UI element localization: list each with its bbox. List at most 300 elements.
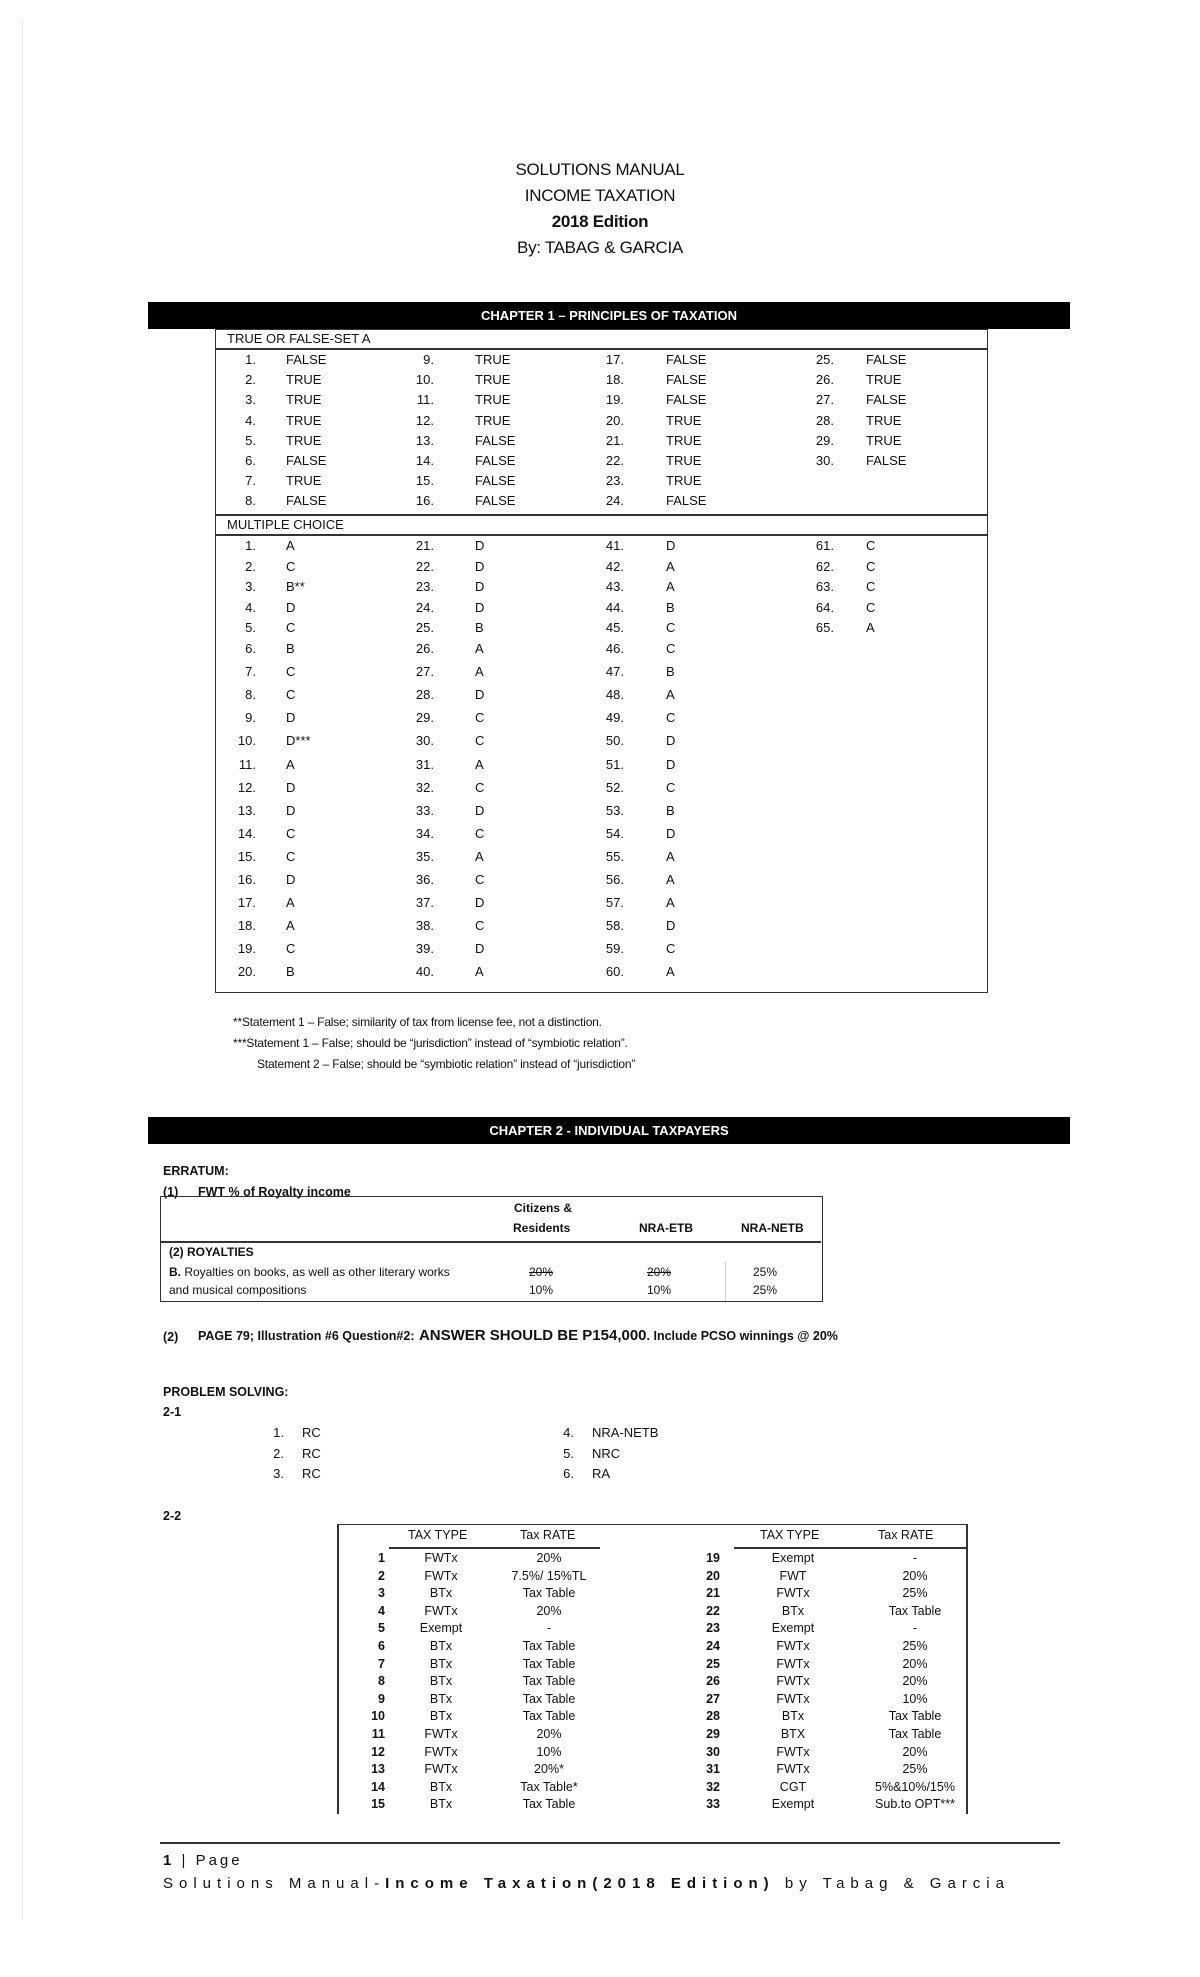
footnote-1: **Statement 1 – False; similarity of tax from license fee, not a distinction.	[233, 1015, 602, 1029]
item-number: 10	[371, 1709, 385, 1724]
answer-value: TRUE	[666, 453, 702, 468]
tax-type: BTx	[429, 1639, 453, 1653]
answer-number: 21.	[605, 432, 624, 448]
col-header-nra-etb: NRA-ETB	[639, 1221, 693, 1235]
answer-value: A	[286, 538, 295, 553]
answer-number: 2.	[273, 1445, 284, 1461]
answer-value: A	[286, 756, 295, 772]
answer-value: TRUE	[286, 372, 322, 388]
item-number: 22	[706, 1603, 720, 1618]
answer-number: 52.	[605, 779, 624, 795]
answer-value: C	[866, 579, 876, 595]
col-header-nra-netb: NRA-NETB	[741, 1221, 804, 1235]
answer-value: C	[286, 620, 296, 636]
page-label: | Page	[181, 1852, 243, 1869]
answer-number: 6.	[563, 1466, 574, 1481]
answer-number: 12.	[237, 779, 256, 795]
answer-number: 63.	[815, 579, 834, 595]
answer-number: 22.	[415, 558, 434, 574]
tax-rate: Tax Table*	[520, 1779, 578, 1794]
answer-number: 1.	[245, 352, 256, 367]
item-number: 9	[378, 1691, 385, 1706]
erratum-item2-answer: ANSWER SHOULD BE P154,000	[418, 1327, 647, 1344]
answer-number: 27.	[815, 392, 834, 408]
answer-value: A	[666, 579, 675, 595]
tax-rate: -	[546, 1621, 552, 1636]
footer-title	[163, 1875, 1010, 1892]
answer-number: 5.	[245, 620, 256, 636]
answer-number: 21.	[415, 538, 434, 553]
item-number: 33	[706, 1797, 720, 1812]
answer-number: 23.	[415, 579, 434, 595]
answer-number: 22.	[605, 453, 624, 468]
royalty-row-music: and musical compositions	[169, 1283, 307, 1297]
answer-number: 36.	[415, 872, 434, 887]
erratum-heading: ERRATUM:	[163, 1164, 229, 1178]
erratum-item2-number: (2)	[163, 1330, 179, 1344]
item-number: 1	[378, 1551, 385, 1565]
problem-2-2: 2-2	[163, 1509, 182, 1523]
answer-number: 3.	[245, 392, 256, 408]
royalty-row-books	[169, 1265, 450, 1279]
tax-rate: Tax Table	[522, 1674, 576, 1689]
title-line-4: By: TABAG & GARCIA	[517, 238, 683, 257]
divider	[215, 348, 988, 350]
answer-value: D	[475, 538, 485, 553]
answer-value: C	[475, 872, 485, 887]
answer-value: FALSE	[666, 372, 707, 388]
answer-number: 8.	[245, 687, 256, 703]
tax-table-head-rate-right: Tax RATE	[878, 1528, 934, 1542]
tax-rate: 20%	[536, 1727, 562, 1741]
tax-rate: 25%	[902, 1762, 928, 1777]
tax-type: BTx	[429, 1691, 453, 1706]
answer-value: C	[666, 779, 676, 795]
tax-rate: 10%	[536, 1744, 562, 1759]
answer-number: 20.	[605, 412, 624, 428]
tax-rate: 7.5%/ 15%TL	[511, 1568, 587, 1583]
tax-type: BTx	[429, 1674, 453, 1689]
answer-value: TRUE	[475, 352, 511, 367]
answer-number: 39.	[415, 941, 434, 957]
tax-table-top	[337, 1524, 967, 1525]
answer-value: A	[666, 895, 675, 911]
tax-type: BTx	[781, 1709, 805, 1724]
answer-value: A	[666, 848, 675, 864]
chapter2-bar: CHAPTER 2 - INDIVIDUAL TAXPAYERS	[148, 1117, 1070, 1144]
answer-value: D	[475, 687, 485, 703]
answer-number: 13.	[237, 802, 256, 818]
answer-number: 9.	[245, 710, 256, 726]
title-line-3: 2018 Edition	[551, 212, 649, 231]
col-header-citizens: Citizens &	[514, 1201, 573, 1215]
answer-value: FALSE	[866, 392, 907, 408]
answer-number: 34.	[415, 825, 434, 841]
answer-value: D	[475, 895, 485, 911]
tax-rate: Tax Table	[888, 1603, 942, 1618]
answer-number: 18.	[605, 372, 624, 388]
tax-rate: Tax Table	[522, 1709, 576, 1724]
answer-number: 54.	[605, 825, 624, 841]
answer-number: 58.	[605, 918, 624, 934]
divider	[215, 514, 988, 516]
footer-c: by Tabag & Garcia	[774, 1875, 1010, 1892]
answer-number: 10.	[415, 372, 434, 388]
page-number	[163, 1852, 243, 1869]
tax-type: FWTx	[776, 1762, 810, 1777]
answer-value: C	[866, 538, 876, 553]
answer-value: FALSE	[475, 473, 516, 489]
answer-value: A	[475, 756, 484, 772]
answer-value: D	[666, 825, 676, 841]
answer-value: FALSE	[475, 432, 516, 448]
tax-rate: 5%&10%/15%	[875, 1779, 955, 1794]
tax-rate: 20%	[902, 1568, 928, 1583]
item-number: 5	[378, 1621, 385, 1636]
answer-value: A	[475, 664, 484, 680]
answer-value: TRUE	[475, 412, 511, 428]
answer-value: D	[286, 779, 296, 795]
item-number: 14	[371, 1779, 385, 1794]
answer-value: FALSE	[666, 493, 707, 509]
tax-rate: Tax Table	[888, 1709, 942, 1724]
answer-value: D	[666, 756, 676, 772]
tax-type: BTx	[429, 1709, 453, 1724]
answer-value: TRUE	[286, 412, 322, 428]
tf-heading: TRUE OR FALSE-SET A	[227, 331, 371, 346]
tax-table-head-type-left: TAX TYPE	[408, 1528, 468, 1542]
tax-rate: Tax Table	[522, 1691, 576, 1706]
erratum-item2-page: PAGE 79; Illustration #6 Question#2:	[198, 1329, 415, 1343]
answer-number: 15.	[415, 473, 434, 489]
tax-type: Exempt	[771, 1551, 815, 1565]
item-number: 26	[706, 1674, 720, 1689]
answer-value: C	[286, 941, 296, 957]
tax-type: BTX	[780, 1727, 806, 1741]
answer-value: D***	[286, 733, 311, 749]
answer-value: C	[286, 558, 296, 574]
royalties-section: (2) ROYALTIES	[169, 1245, 254, 1259]
answer-number: 51.	[605, 756, 624, 772]
rate-netb-2: 25%	[753, 1283, 778, 1297]
tax-rate: 25%	[902, 1639, 928, 1653]
answer-number: 41.	[605, 538, 624, 553]
answer-value: D	[286, 872, 296, 887]
tax-rate: Sub.to OPT***	[875, 1797, 955, 1812]
answer-number: 32.	[415, 779, 434, 795]
tax-rate: 20%	[902, 1744, 928, 1759]
answer-value: C	[286, 825, 296, 841]
answer-value: D	[666, 538, 676, 553]
answer-value: C	[286, 848, 296, 864]
tax-type: FWTx	[424, 1744, 458, 1759]
item-number: 3	[378, 1586, 385, 1601]
item-number: 21	[706, 1586, 720, 1601]
erratum-item1-number: (1)	[163, 1185, 179, 1199]
answer-number: 59.	[605, 941, 624, 957]
footnote-2: ***Statement 1 – False; should be “jurisdiction” instead of “symbiotic relation”.	[233, 1036, 628, 1050]
title-line-1: SOLUTIONS MANUAL	[515, 160, 685, 179]
page-num: 1	[163, 1852, 175, 1869]
tax-rate: Tax Table	[888, 1727, 942, 1741]
answer-number: 15.	[237, 848, 256, 864]
answer-value: C	[866, 558, 876, 574]
answer-number: 62.	[815, 558, 834, 574]
page-edge	[22, 20, 23, 1920]
footer-a: Solutions Manual-	[163, 1875, 386, 1892]
answer-value: A	[666, 872, 675, 887]
answer-number: 46.	[605, 641, 624, 656]
answer-value: D	[286, 802, 296, 818]
title-line-2: INCOME TAXATION	[524, 186, 676, 205]
answer-value: TRUE	[475, 372, 511, 388]
tax-rate: -	[912, 1551, 918, 1565]
answer-number: 29.	[415, 710, 434, 726]
answer-value: TRUE	[866, 412, 902, 428]
item-number: 6	[378, 1639, 385, 1653]
answer-value: RA	[592, 1466, 611, 1481]
answer-value: B**	[286, 579, 305, 595]
rate-etb-new: 10%	[647, 1283, 672, 1297]
answer-number: 48.	[605, 687, 624, 703]
answer-number: 55.	[605, 848, 624, 864]
answer-value: D	[475, 941, 485, 957]
item-number: 19	[706, 1551, 720, 1565]
answer-value: RC	[302, 1466, 321, 1481]
answer-number: 49.	[605, 710, 624, 726]
answer-number: 7.	[245, 664, 256, 680]
chapter1-answer-box	[215, 329, 988, 993]
tax-rate: 20%	[536, 1551, 562, 1565]
answer-number: 56.	[605, 872, 624, 887]
answer-number: 17.	[237, 895, 256, 911]
answer-value: TRUE	[866, 432, 902, 448]
tax-rate: 20%	[536, 1603, 562, 1618]
item-number: 23	[706, 1621, 720, 1636]
tax-rate: 20%	[902, 1656, 928, 1671]
answer-number: 31.	[415, 756, 434, 772]
answer-number: 7.	[245, 473, 256, 489]
answer-number: 8.	[245, 493, 256, 509]
footer-divider	[160, 1842, 1060, 1844]
answer-number: 4.	[245, 412, 256, 428]
tax-type: FWTx	[776, 1674, 810, 1689]
answer-value: TRUE	[666, 432, 702, 448]
erratum-item2	[198, 1327, 838, 1345]
answer-value: FALSE	[286, 493, 327, 509]
answer-value: TRUE	[286, 432, 322, 448]
tax-type: FWTx	[424, 1603, 458, 1618]
answer-number: 24.	[415, 599, 434, 615]
item-number: 12	[371, 1744, 385, 1759]
answer-number: 9.	[423, 352, 434, 367]
tax-type: FWTx	[776, 1656, 810, 1671]
tax-rate: 20%	[902, 1674, 928, 1689]
answer-value: C	[866, 599, 876, 615]
item-number: 30	[706, 1744, 720, 1759]
rate-netb: 25%	[753, 1265, 778, 1279]
answer-number: 24.	[605, 493, 624, 509]
item-number: 4	[378, 1603, 385, 1618]
answer-number: 35.	[415, 848, 434, 864]
tax-type: FWTx	[424, 1762, 458, 1777]
answer-value: TRUE	[866, 372, 902, 388]
answer-value: D	[475, 558, 485, 574]
answer-value: RC	[302, 1425, 321, 1440]
col-header-residents: Residents	[513, 1221, 571, 1235]
tax-table-head-type-right: TAX TYPE	[760, 1528, 820, 1542]
answer-value: TRUE	[666, 473, 702, 489]
answer-number: 30.	[815, 453, 834, 468]
answer-value: TRUE	[666, 412, 702, 428]
answer-number: 23.	[605, 473, 624, 489]
answer-number: 2.	[245, 558, 256, 574]
tax-type: FWT	[779, 1568, 807, 1583]
answer-value: A	[866, 620, 875, 636]
tax-rate: Tax Table	[522, 1586, 576, 1601]
answer-value: A	[475, 848, 484, 864]
answer-value: A	[475, 641, 484, 656]
answer-number: 50.	[605, 733, 624, 749]
answer-number: 64.	[815, 599, 834, 615]
answer-value: TRUE	[286, 392, 322, 408]
answer-value: C	[666, 641, 676, 656]
answer-number: 60.	[605, 964, 624, 980]
tax-type: FWTx	[776, 1691, 810, 1706]
tax-rate: 20%*	[534, 1762, 564, 1777]
item-number: 24	[706, 1639, 720, 1653]
answer-number: 26.	[815, 372, 834, 388]
answer-value: B	[286, 964, 295, 980]
problem-solving-heading: PROBLEM SOLVING:	[163, 1385, 289, 1399]
answer-value: C	[475, 733, 485, 749]
answer-number: 47.	[605, 664, 624, 680]
answer-value: NRC	[592, 1445, 621, 1461]
answer-number: 18.	[237, 918, 256, 934]
answer-number: 25.	[415, 620, 434, 636]
tax-type: FWTx	[776, 1639, 810, 1653]
tax-type: BTx	[429, 1779, 453, 1794]
tax-type: Exempt	[771, 1621, 815, 1636]
answer-value: C	[666, 620, 676, 636]
answer-value: RC	[302, 1445, 321, 1461]
answer-number: 16.	[415, 493, 434, 509]
divider	[389, 1547, 600, 1549]
answer-number: 33.	[415, 802, 434, 818]
problem-2-1: 2-1	[163, 1405, 182, 1419]
tax-table-head-rate-left: Tax RATE	[520, 1528, 576, 1542]
tax-type: BTx	[429, 1797, 453, 1812]
answer-value: B	[666, 664, 675, 680]
answer-number: 4.	[563, 1425, 574, 1440]
item-number: 29	[706, 1727, 720, 1741]
answer-number: 42.	[605, 558, 624, 574]
answer-number: 13.	[415, 432, 434, 448]
answer-value: D	[475, 599, 485, 615]
tax-type: BTx	[429, 1656, 453, 1671]
tax-rate: Tax Table	[522, 1797, 576, 1812]
tax-type: BTx	[429, 1586, 453, 1601]
item-number: 11	[371, 1727, 385, 1741]
answer-value: D	[286, 710, 296, 726]
answer-number: 12.	[415, 412, 434, 428]
royalty-table	[160, 1196, 823, 1302]
tax-type: Exempt	[771, 1797, 815, 1812]
answer-value: C	[286, 664, 296, 680]
answer-number: 2.	[245, 372, 256, 388]
answer-value: FALSE	[286, 352, 327, 367]
answer-number: 14.	[415, 453, 434, 468]
answer-value: FALSE	[666, 352, 707, 367]
answer-number: 45.	[605, 620, 624, 636]
answer-number: 30.	[415, 733, 434, 749]
tax-type: FWTx	[424, 1568, 458, 1583]
item-number: 25	[706, 1656, 720, 1671]
answer-number: 44.	[605, 599, 624, 615]
answer-number: 43.	[605, 579, 624, 595]
answer-number: 25.	[815, 352, 834, 367]
tax-rate: Tax Table	[522, 1639, 576, 1653]
answer-number: 3.	[245, 579, 256, 595]
rate-citizens-old: 20%	[529, 1265, 554, 1279]
tax-rate: -	[912, 1621, 918, 1636]
tax-rate: 25%	[902, 1586, 928, 1601]
answer-number: 40.	[415, 964, 434, 980]
answer-value: D	[666, 918, 676, 934]
answer-number: 3.	[273, 1466, 284, 1481]
erratum-item1-text: FWT % of Royalty income	[198, 1185, 351, 1199]
answer-value: A	[286, 895, 295, 911]
divider	[215, 534, 988, 536]
answer-value: D	[666, 733, 676, 749]
answer-value: FALSE	[666, 392, 707, 408]
answer-number: 19.	[605, 392, 624, 408]
answer-number: 37.	[415, 895, 434, 911]
tax-rate: 10%	[902, 1691, 928, 1706]
answer-number: 38.	[415, 918, 434, 934]
item-number: 2	[378, 1568, 385, 1583]
answer-value: FALSE	[475, 453, 516, 468]
answer-number: 28.	[415, 687, 434, 703]
footnote-3: Statement 2 – False; should be “symbiotic relation” instead of “jurisdiction”	[257, 1057, 636, 1071]
answer-value: FALSE	[475, 493, 516, 509]
answer-value: C	[475, 825, 485, 841]
answer-value: C	[475, 710, 485, 726]
answer-number: 20.	[237, 964, 256, 980]
answer-number: 1.	[273, 1425, 284, 1440]
item-number: 15	[371, 1797, 385, 1812]
answer-value: C	[475, 918, 485, 934]
answer-value: A	[666, 964, 675, 980]
answer-number: 5.	[245, 432, 256, 448]
row-letter: B.	[169, 1265, 181, 1279]
item-number: 8	[378, 1674, 385, 1689]
answer-number: 65.	[815, 620, 834, 636]
answer-value: FALSE	[866, 352, 907, 367]
answer-value: TRUE	[286, 473, 322, 489]
item-number: 7	[378, 1656, 385, 1671]
answer-value: C	[666, 710, 676, 726]
answer-value: FALSE	[866, 453, 907, 468]
answer-number: 10.	[237, 733, 256, 749]
answer-number: 4.	[245, 599, 256, 615]
answer-value: A	[286, 918, 295, 934]
tax-type: Exempt	[419, 1621, 463, 1636]
answer-value: TRUE	[475, 392, 511, 408]
answer-value: B	[666, 802, 675, 818]
item-number: 20	[706, 1568, 720, 1583]
answer-number: 57.	[605, 895, 624, 911]
